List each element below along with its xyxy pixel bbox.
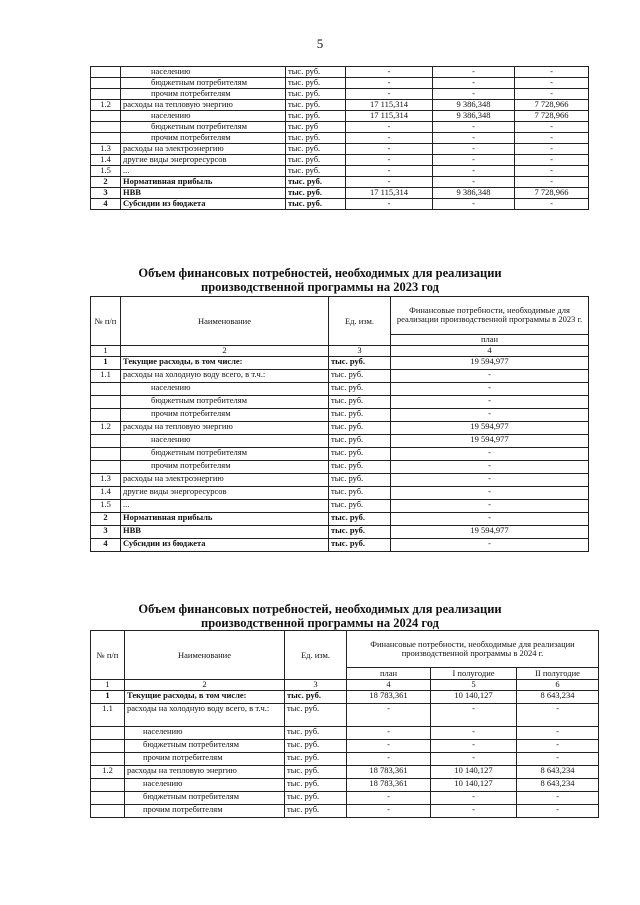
row-unit: тыс. руб. [286, 155, 346, 166]
row-unit: тыс. руб. [285, 740, 347, 753]
row-name: расходы на холодную воду всего, в т.ч.: [121, 370, 329, 383]
index-cell: 1 [91, 346, 121, 357]
value-plan: - [346, 89, 433, 100]
value-plan: - [391, 396, 589, 409]
row-unit: тыс. руб [286, 122, 346, 133]
row-unit: тыс. руб. [286, 188, 346, 199]
table-row [91, 448, 589, 461]
value-plan: 17 115,314 [346, 111, 433, 122]
row-unit: тыс. руб. [329, 448, 391, 461]
header-plan: план [347, 668, 431, 680]
value-half2: - [515, 177, 589, 188]
row-number [91, 727, 125, 740]
table-row [91, 435, 589, 448]
row-number [91, 396, 121, 409]
row-unit: тыс. руб. [329, 370, 391, 383]
value-half2: 8 643,234 [517, 779, 599, 792]
value-plan: 19 594,977 [391, 526, 589, 539]
header-half1: I полугодие [431, 668, 517, 680]
row-unit: тыс. руб. [285, 704, 347, 727]
row-name: бюджетным потребителям [125, 740, 285, 753]
value-half1: - [433, 67, 515, 78]
table-row [91, 539, 589, 552]
value-half2: - [515, 89, 589, 100]
row-name: прочим потребителям [121, 133, 286, 144]
value-half1: - [431, 805, 517, 818]
row-unit: тыс. руб. [329, 422, 391, 435]
table-row [91, 792, 599, 805]
index-cell: 4 [347, 680, 431, 691]
row-name: расходы на тепловую энергию [121, 422, 329, 435]
row-unit: тыс. руб. [329, 435, 391, 448]
header-plan: план [391, 334, 589, 345]
row-unit: тыс. руб. [286, 78, 346, 89]
row-name: бюджетным потребителям [121, 78, 286, 89]
value-half2: 8 643,234 [517, 766, 599, 779]
index-cell: 2 [121, 346, 329, 357]
header-half2: II полугодие [517, 668, 599, 680]
row-unit: тыс. руб. [286, 100, 346, 111]
index-cell: 1 [91, 680, 125, 691]
row-name: расходы на холодную воду всего, в т.ч.: [125, 704, 285, 727]
table-row [91, 133, 589, 144]
value-plan: - [347, 727, 431, 740]
index-cell: 4 [391, 346, 589, 357]
value-plan: 19 594,977 [391, 422, 589, 435]
row-number: 1.5 [91, 166, 121, 177]
table-row [91, 78, 589, 89]
row-unit: тыс. руб. [286, 144, 346, 155]
row-name: прочим потребителям [121, 89, 286, 100]
row-unit: тыс. руб. [286, 89, 346, 100]
table-row [91, 155, 589, 166]
value-half1: 9 386,348 [433, 100, 515, 111]
value-plan: 19 594,977 [391, 357, 589, 370]
index-cell: 6 [517, 680, 599, 691]
row-number: 1.2 [91, 766, 125, 779]
row-name: прочим потребителям [125, 805, 285, 818]
row-number: 1 [91, 357, 121, 370]
table-row [91, 89, 589, 100]
table-row [91, 461, 589, 474]
value-half2: 7 728,966 [515, 111, 589, 122]
row-unit: тыс. руб. [286, 177, 346, 188]
row-name: Текущие расходы, в том числе: [121, 357, 329, 370]
row-unit: тыс. руб. [329, 539, 391, 552]
value-half2: - [515, 67, 589, 78]
value-plan: - [391, 474, 589, 487]
row-number: 1.1 [91, 370, 121, 383]
row-unit: тыс. руб. [285, 805, 347, 818]
row-name: Текущие расходы, в том числе: [125, 691, 285, 704]
row-name: Нормативная прибыль [121, 177, 286, 188]
value-plan: - [346, 166, 433, 177]
row-unit: тыс. руб. [286, 199, 346, 210]
row-name: населению [121, 111, 286, 122]
value-plan: - [347, 792, 431, 805]
table-row [91, 805, 599, 818]
value-half2: 7 728,966 [515, 188, 589, 199]
row-name: бюджетным потребителям [121, 396, 329, 409]
index-cell: 3 [329, 346, 391, 357]
header-needs: Финансовые потребности, необходимые для реализации производственной программы в 2024 г. [347, 631, 599, 668]
row-unit: тыс. руб. [285, 727, 347, 740]
value-half2: - [515, 122, 589, 133]
value-half2: - [517, 727, 599, 740]
table-row [91, 177, 589, 188]
table-row [91, 526, 589, 539]
value-plan: - [346, 78, 433, 89]
row-unit: тыс. руб. [286, 166, 346, 177]
value-plan: 19 594,977 [391, 435, 589, 448]
value-half1: - [431, 727, 517, 740]
row-unit: тыс. руб. [329, 487, 391, 500]
row-number [91, 67, 121, 78]
row-unit: тыс. руб. [329, 396, 391, 409]
table-row [91, 122, 589, 133]
row-unit: тыс. руб. [329, 500, 391, 513]
value-plan: - [391, 448, 589, 461]
index-cell: 3 [285, 680, 347, 691]
value-half1: - [431, 753, 517, 766]
row-unit: тыс. руб. [329, 357, 391, 370]
table-row [91, 370, 589, 383]
row-number [91, 122, 121, 133]
value-plan: 18 783,361 [347, 779, 431, 792]
row-unit: тыс. руб. [329, 461, 391, 474]
value-plan: - [346, 177, 433, 188]
value-half2: - [515, 199, 589, 210]
table-row [91, 487, 589, 500]
row-unit: тыс. руб. [329, 474, 391, 487]
row-unit: тыс. руб. [286, 133, 346, 144]
value-half1: 10 140,127 [431, 766, 517, 779]
value-half2: - [517, 805, 599, 818]
table-row [91, 199, 589, 210]
row-number: 1.4 [91, 487, 121, 500]
table-row [91, 779, 599, 792]
section-title-2024: Объем финансовых потребностей, необходимых для реализации производственной программы на 2024 год [138, 602, 502, 630]
row-number: 3 [91, 526, 121, 539]
row-unit: тыс. руб. [285, 691, 347, 704]
value-plan: 17 115,314 [346, 100, 433, 111]
row-name: прочим потребителям [125, 753, 285, 766]
index-cell: 2 [125, 680, 285, 691]
value-half2: - [517, 740, 599, 753]
row-number [91, 383, 121, 396]
row-unit: тыс. руб. [329, 383, 391, 396]
value-half1: - [433, 133, 515, 144]
table-row [91, 111, 589, 122]
value-half1: 10 140,127 [431, 691, 517, 704]
table-row [91, 67, 589, 78]
header-unit: Ед. изм. [329, 297, 391, 346]
header-needs: Финансовые потребности, необходимые для реализации производственной программы в 2023 г. [391, 297, 589, 335]
table-row [91, 704, 599, 727]
row-unit: тыс. руб. [285, 792, 347, 805]
section-title-2023: Объем финансовых потребностей, необходимых для реализации производственной программы на 2023 год [138, 266, 502, 294]
row-name: расходы на электроэнергию [121, 144, 286, 155]
value-half1: 9 386,348 [433, 188, 515, 199]
table-row [91, 500, 589, 513]
value-half2: - [515, 144, 589, 155]
table-2024 [90, 630, 599, 818]
row-unit: тыс. руб. [329, 409, 391, 422]
row-name: ... [121, 166, 286, 177]
row-unit: тыс. руб. [285, 753, 347, 766]
value-plan: - [347, 740, 431, 753]
row-name: расходы на тепловую энергию [125, 766, 285, 779]
row-number [91, 89, 121, 100]
value-plan: - [347, 704, 431, 727]
value-plan: 18 783,361 [347, 691, 431, 704]
row-name: бюджетным потребителям [121, 122, 286, 133]
row-number [91, 753, 125, 766]
row-name: населению [121, 67, 286, 78]
value-plan: 17 115,314 [346, 188, 433, 199]
row-number: 1.1 [91, 704, 125, 727]
header-num: № п/п [91, 631, 125, 680]
header-name: Наименование [125, 631, 285, 680]
value-half2: - [517, 792, 599, 805]
value-plan: - [346, 144, 433, 155]
value-plan: - [391, 487, 589, 500]
row-number [91, 805, 125, 818]
row-name: другие виды энергоресурсов [121, 155, 286, 166]
row-name: Субсидии из бюджета [121, 539, 329, 552]
row-name: прочим потребителям [121, 409, 329, 422]
value-half1: - [431, 740, 517, 753]
value-half2: - [517, 753, 599, 766]
row-number: 4 [91, 199, 121, 210]
index-cell: 5 [431, 680, 517, 691]
row-number [91, 461, 121, 474]
value-plan: - [346, 199, 433, 210]
row-name: населению [125, 727, 285, 740]
row-name: населению [121, 435, 329, 448]
row-number [91, 448, 121, 461]
value-plan: - [346, 133, 433, 144]
value-half1: - [433, 122, 515, 133]
row-number: 4 [91, 539, 121, 552]
row-name: другие виды энергоресурсов [121, 487, 329, 500]
value-half1: 9 386,348 [433, 111, 515, 122]
value-half1: - [433, 177, 515, 188]
row-number: 2 [91, 177, 121, 188]
table-row [91, 357, 589, 370]
row-number [91, 133, 121, 144]
table-row [91, 422, 589, 435]
row-number: 3 [91, 188, 121, 199]
value-plan: - [346, 155, 433, 166]
row-name: бюджетным потребителям [125, 792, 285, 805]
header-name: Наименование [121, 297, 329, 346]
row-number: 1.2 [91, 422, 121, 435]
row-name: прочим потребителям [121, 461, 329, 474]
value-plan: - [391, 383, 589, 396]
row-name: Субсидии из бюджета [121, 199, 286, 210]
value-half2: - [515, 78, 589, 89]
table-2022-continuation [90, 66, 589, 210]
value-plan: - [391, 409, 589, 422]
value-plan: - [347, 805, 431, 818]
table-row [91, 166, 589, 177]
row-number: 1.4 [91, 155, 121, 166]
table-row [91, 188, 589, 199]
value-half1: - [433, 144, 515, 155]
row-number: 1 [91, 691, 125, 704]
value-half2: 8 643,234 [517, 691, 599, 704]
value-half1: 10 140,127 [431, 779, 517, 792]
value-plan: 18 783,361 [347, 766, 431, 779]
value-plan: - [347, 753, 431, 766]
row-name: населению [121, 383, 329, 396]
header-num: № п/п [91, 297, 121, 346]
page-number: 5 [316, 36, 324, 51]
row-unit: тыс. руб. [329, 526, 391, 539]
row-number: 1.3 [91, 474, 121, 487]
table-row [91, 740, 599, 753]
row-name: бюджетным потребителям [121, 448, 329, 461]
row-unit: тыс. руб. [286, 67, 346, 78]
value-plan: - [391, 370, 589, 383]
row-name: расходы на тепловую энергию [121, 100, 286, 111]
row-number: 1.2 [91, 100, 121, 111]
row-unit: тыс. руб. [329, 513, 391, 526]
row-number [91, 111, 121, 122]
row-number [91, 78, 121, 89]
value-half1: - [433, 199, 515, 210]
table-row [91, 766, 599, 779]
value-half1: - [433, 166, 515, 177]
row-number [91, 779, 125, 792]
table-row [91, 144, 589, 155]
row-number [91, 435, 121, 448]
row-name: расходы на электроэнергию [121, 474, 329, 487]
value-half2: - [515, 133, 589, 144]
row-name: населению [125, 779, 285, 792]
row-unit: тыс. руб. [286, 111, 346, 122]
value-plan: - [391, 539, 589, 552]
value-half2: - [517, 704, 599, 727]
table-row [91, 727, 599, 740]
value-half1: - [433, 155, 515, 166]
value-plan: - [346, 122, 433, 133]
value-half1: - [433, 78, 515, 89]
table-row [91, 513, 589, 526]
row-number [91, 792, 125, 805]
row-number: 1.5 [91, 500, 121, 513]
value-plan: - [391, 500, 589, 513]
value-plan: - [391, 461, 589, 474]
row-number [91, 740, 125, 753]
row-name: ... [121, 500, 329, 513]
row-number: 2 [91, 513, 121, 526]
value-half2: 7 728,966 [515, 100, 589, 111]
table-row [91, 753, 599, 766]
row-number [91, 409, 121, 422]
row-number: 1.3 [91, 144, 121, 155]
table-row [91, 409, 589, 422]
table-row [91, 691, 599, 704]
table-row [91, 474, 589, 487]
table-row [91, 383, 589, 396]
value-half1: - [431, 704, 517, 727]
value-half2: - [515, 155, 589, 166]
row-name: Нормативная прибыль [121, 513, 329, 526]
table-row [91, 396, 589, 409]
row-name: НВВ [121, 526, 329, 539]
value-half1: - [433, 89, 515, 100]
table-row [91, 100, 589, 111]
value-half2: - [515, 166, 589, 177]
value-half1: - [431, 792, 517, 805]
header-unit: Ед. изм. [285, 631, 347, 680]
row-name: НВВ [121, 188, 286, 199]
value-plan: - [391, 513, 589, 526]
value-plan: - [346, 67, 433, 78]
row-unit: тыс. руб. [285, 779, 347, 792]
table-2023 [90, 296, 589, 552]
row-unit: тыс. руб. [285, 766, 347, 779]
